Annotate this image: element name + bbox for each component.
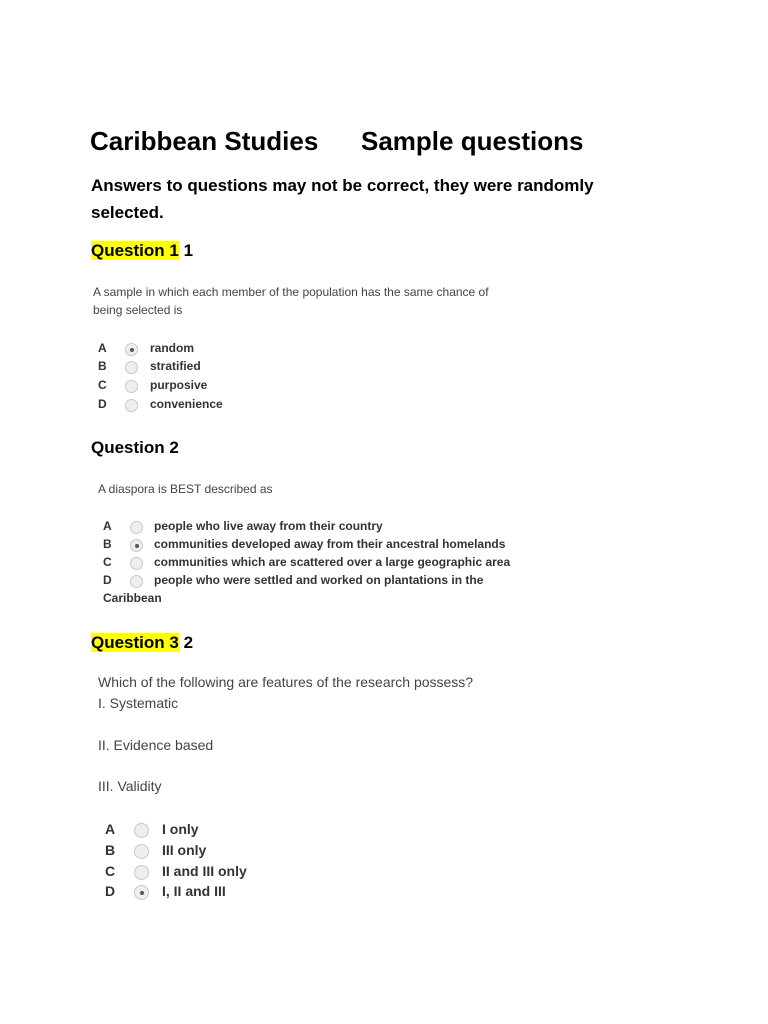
option-label: II and III only [162,863,247,879]
radio-selected-icon[interactable] [125,343,138,356]
radio-unselected-icon[interactable] [130,557,143,570]
disclaimer-line-1: Answers to questions may not be correct, they were randomly [91,176,594,195]
option-letter: D [105,883,116,899]
option-letter: C [105,863,116,879]
question-1-heading [91,241,193,261]
radio-selected-icon[interactable] [130,539,143,552]
radio-unselected-icon[interactable] [130,521,143,534]
option-label: people who were settled and worked on plantations in the [154,573,484,587]
radio-unselected-icon[interactable] [125,380,138,393]
option-label: purposive [150,378,208,392]
option-letter: B [98,359,107,373]
radio-unselected-icon[interactable] [130,575,143,588]
question-1-text-line-2: being selected is [93,303,183,317]
radio-unselected-icon[interactable] [125,361,138,374]
question-3-label: Question 3 [91,633,179,652]
question-2-heading: Question 2 [91,438,179,457]
option-letter: A [105,821,116,837]
question-3-item: II. Evidence based [98,737,214,753]
question-2-option-d-wrap: Caribbean [103,591,162,605]
option-label: communities developed away from their ancestral homelands [154,537,506,551]
option-letter: B [105,842,116,858]
option-letter: D [98,397,107,411]
option-label: random [150,341,195,355]
question-3-item: I. Systematic [98,695,179,711]
option-letter: D [103,573,112,587]
question-1-label: Question 1 [91,241,179,260]
option-letter: C [98,378,107,392]
option-label: stratified [150,359,201,373]
radio-selected-icon[interactable] [134,885,149,900]
option-letter: A [98,341,107,355]
question-1-number: 1 [178,241,194,260]
disclaimer-line-2: selected. [91,203,164,222]
question-3-item: III. Validity [98,778,162,794]
option-letter: A [103,519,112,533]
question-3-text: Which of the following are features of the research possess? [98,674,474,690]
radio-unselected-icon[interactable] [134,865,149,880]
question-3-number: 2 [178,633,194,652]
radio-unselected-icon[interactable] [125,399,138,412]
radio-unselected-icon[interactable] [134,844,149,859]
question-3-heading [91,633,193,653]
document-title: Caribbean Studies [90,126,319,156]
radio-unselected-icon[interactable] [134,823,149,838]
question-1-text-line-1: A sample in which each member of the population has the same chance of [93,285,489,299]
option-label: I only [162,821,199,837]
document-subtitle-heading: Sample questions [361,126,584,156]
option-letter: C [103,555,112,569]
question-2-text: A diaspora is BEST described as [98,482,273,496]
option-label: people who live away from their country [154,519,383,533]
option-label: I, II and III [162,883,226,899]
option-label: convenience [150,397,223,411]
option-label: communities which are scattered over a large geographic area [154,555,511,569]
option-label: III only [162,842,207,858]
option-letter: B [103,537,112,551]
